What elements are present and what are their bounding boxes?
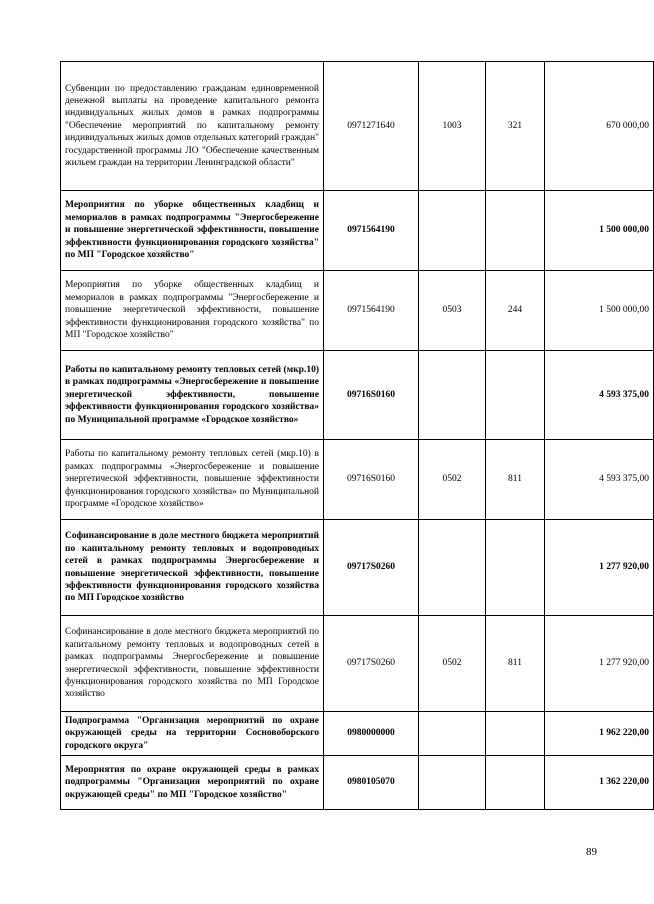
- row-expense-type: [486, 756, 545, 810]
- table-row: [61, 440, 654, 520]
- row-code: 09717S0260: [324, 520, 419, 616]
- row-section: [419, 712, 486, 756]
- table-row: [61, 520, 654, 616]
- table-row: [61, 351, 654, 440]
- row-section: [419, 520, 486, 616]
- row-code: 0971564190: [324, 191, 419, 271]
- table-row: [61, 756, 654, 810]
- row-code: 0980105070: [324, 756, 419, 810]
- row-section: [419, 191, 486, 271]
- row-code: 09716S0160: [324, 440, 419, 520]
- row-sum: 4 593 375,00: [545, 351, 654, 440]
- row-sum: 670 000,00: [545, 62, 654, 191]
- row-name: Подпрограмма "Организация мероприятий по охране окружающей среды на территории Сосновоборского городского округа": [61, 712, 324, 756]
- row-name: Работы по капитальному ремонту тепловых сетей (мкр.10) в рамках подпрограммы «Энергосбережение и повышение энергетической эффективности, повышение эффективности функционирования городского хозяйства» по Муниципальной программе «Городское хозяйство»: [61, 440, 324, 520]
- page-number: 89: [586, 846, 597, 858]
- row-sum: 1 962 220,00: [545, 712, 654, 756]
- table-row: [61, 191, 654, 271]
- row-expense-type: [486, 520, 545, 616]
- row-expense-type: [486, 191, 545, 271]
- row-expense-type: 244: [486, 271, 545, 351]
- row-expense-type: [486, 351, 545, 440]
- row-sum: 1 277 920,00: [545, 520, 654, 616]
- row-name: Софинансирование в доле местного бюджета мероприятий по капитальному ремонту тепловых и водопроводных сетей в рамках подпрограммы Энергосбережение и повышение энергетической эффективности, повышение эффективности функционирования городского хозяйства по МП Городское хозяйство: [61, 616, 324, 712]
- row-expense-type: 811: [486, 616, 545, 712]
- row-section: [419, 351, 486, 440]
- row-code: 09716S0160: [324, 351, 419, 440]
- row-expense-type: [486, 712, 545, 756]
- row-name: Софинансирование в доле местного бюджета мероприятий по капитальному ремонту тепловых и водопроводных сетей в рамках подпрограммы Энергосбережение и повышение энергетической эффективности, повышение эффективности функционирования городского хозяйства по МП Городское хозяйство: [61, 520, 324, 616]
- row-section: 1003: [419, 62, 486, 191]
- row-name: Мероприятия по уборке общественных кладбищ и мемориалов в рамках подпрограммы "Энергосбережение и повышение энергетической эффективности, повышение эффективности функционирования городского хозяйства" по МП "Городское хозяйство": [61, 271, 324, 351]
- row-name: Работы по капитальному ремонту тепловых сетей (мкр.10) в рамках подпрограммы «Энергосбережение и повышение энергетической эффективности, повышение эффективности функционирования городского хозяйства» по Муниципальной программе «Городское хозяйство»: [61, 351, 324, 440]
- table-row: [61, 271, 654, 351]
- row-sum: 1 500 000,00: [545, 191, 654, 271]
- row-section: 0503: [419, 271, 486, 351]
- row-name: Субвенции по предоставлению гражданам единовременной денежной выплаты на проведение капитального ремонта индивидуальных жилых домов в рамках подпрограммы "Обеспечение мероприятий по капитальному ремонту индивидуальных жилых домов отдельных категорий граждан" государственной программы ЛО "Обеспечение качественным жильем граждан на территории Ленинградской области": [61, 62, 324, 191]
- row-name: Мероприятия по охране окружающей среды в рамках подпрограммы "Организация мероприятий по охране окружающей среды" по МП "Городское хозяйство": [61, 756, 324, 810]
- row-code: 0980000000: [324, 712, 419, 756]
- row-code: 09717S0260: [324, 616, 419, 712]
- row-name: Мероприятия по уборке общественных кладбищ и мемориалов в рамках подпрограммы "Энергосбережение и повышение энергетической эффективности, повышение эффективности функционирования городского хозяйства" по МП "Городское хозяйство": [61, 191, 324, 271]
- table-row: [61, 616, 654, 712]
- table-row: [61, 712, 654, 756]
- row-code: 0971271640: [324, 62, 419, 191]
- row-expense-type: 811: [486, 440, 545, 520]
- row-sum: 1 362 220,00: [545, 756, 654, 810]
- table-row: [61, 62, 654, 191]
- row-code: 0971564190: [324, 271, 419, 351]
- budget-table: [60, 61, 654, 810]
- row-section: [419, 756, 486, 810]
- row-sum: 1 500 000,00: [545, 271, 654, 351]
- row-sum: 4 593 375,00: [545, 440, 654, 520]
- row-expense-type: 321: [486, 62, 545, 191]
- row-section: 0502: [419, 616, 486, 712]
- row-sum: 1 277 920,00: [545, 616, 654, 712]
- row-section: 0502: [419, 440, 486, 520]
